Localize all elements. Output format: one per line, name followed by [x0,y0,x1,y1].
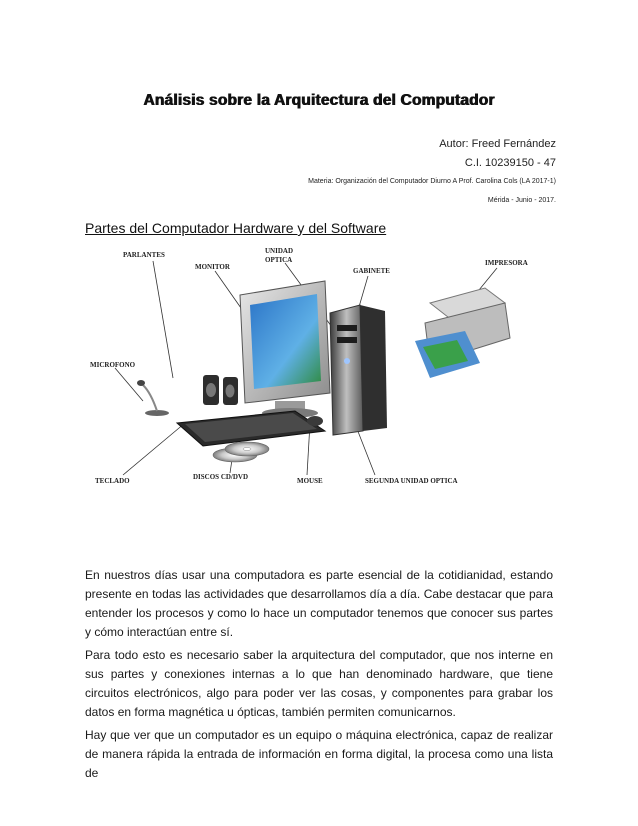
label-impresora: IMPRESORA [485,259,528,267]
paragraph-2: Para todo esto es necesario saber la arquitectura del computador, que nos interne en sus partes y conexiones internas a lo que han denominado hardware, que tiene circuitos electrónicos, algo para poder ver las cosas, y componentes para grabar los datos en forma magnética u ópticas, también permiten comunicarnos. [85,648,553,719]
label-unidad-optica: UNIDAD [265,247,293,255]
monitor-graphic [240,281,330,418]
label-discos: DISCOS CD/DVD [193,473,249,481]
cd-dvd-discs-graphic [213,442,269,462]
course-line: Materia: Organización del Computador Diurno A Prof. Carolina Cols (LA 2017-1) [308,178,556,185]
paragraph-1: En nuestros días usar una computadora es parte esencial de la cotidianidad, estando presente en todas las actividades que desarrollamos día a día. Cabe destacar que para entender los procesos y como lo hace un computador tenemos que conocer sus partes y cómo interactúan entre sí. [85,568,553,639]
keyboard-graphic [177,411,325,446]
id-number-line: C.I. 10239150 - 47 [464,157,556,169]
label-microfono: MICROFONO [90,361,136,369]
section-heading: Partes del Computador Hardware y del Software [85,220,387,236]
paragraph-3: Hay que ver que un computador es un equipo o máquina electrónica, capaz de realizar de manera rápida la entrada de información en forma digital, la procesa como una lista de [85,728,553,780]
author-line: Autor: Freed Fernández [439,138,556,150]
label-gabinete: GABINETE [353,267,390,275]
pointer-teclado [123,423,185,475]
date-line: Mérida - Junio - 2017. [487,197,556,204]
computer-parts-illustration [85,243,553,503]
pointer-parlantes [153,261,173,378]
tower-case-graphic [330,305,387,435]
label-segunda-unidad: SEGUNDA UNIDAD OPTICA [365,477,458,485]
label-parlantes: PARLANTES [123,251,165,259]
label-teclado: TECLADO [95,477,130,485]
label-monitor: MONITOR [195,263,230,271]
speakers-graphic [203,375,238,405]
microphone-graphic [137,380,169,416]
computer-parts-figure [85,243,553,503]
label-unidad-optica-2: OPTICA [265,256,293,264]
label-mouse: MOUSE [297,477,323,485]
document-title: Análisis sobre la Arquitectura del Computador [143,92,495,109]
mouse-graphic [307,416,323,426]
printer-graphic [415,288,510,378]
